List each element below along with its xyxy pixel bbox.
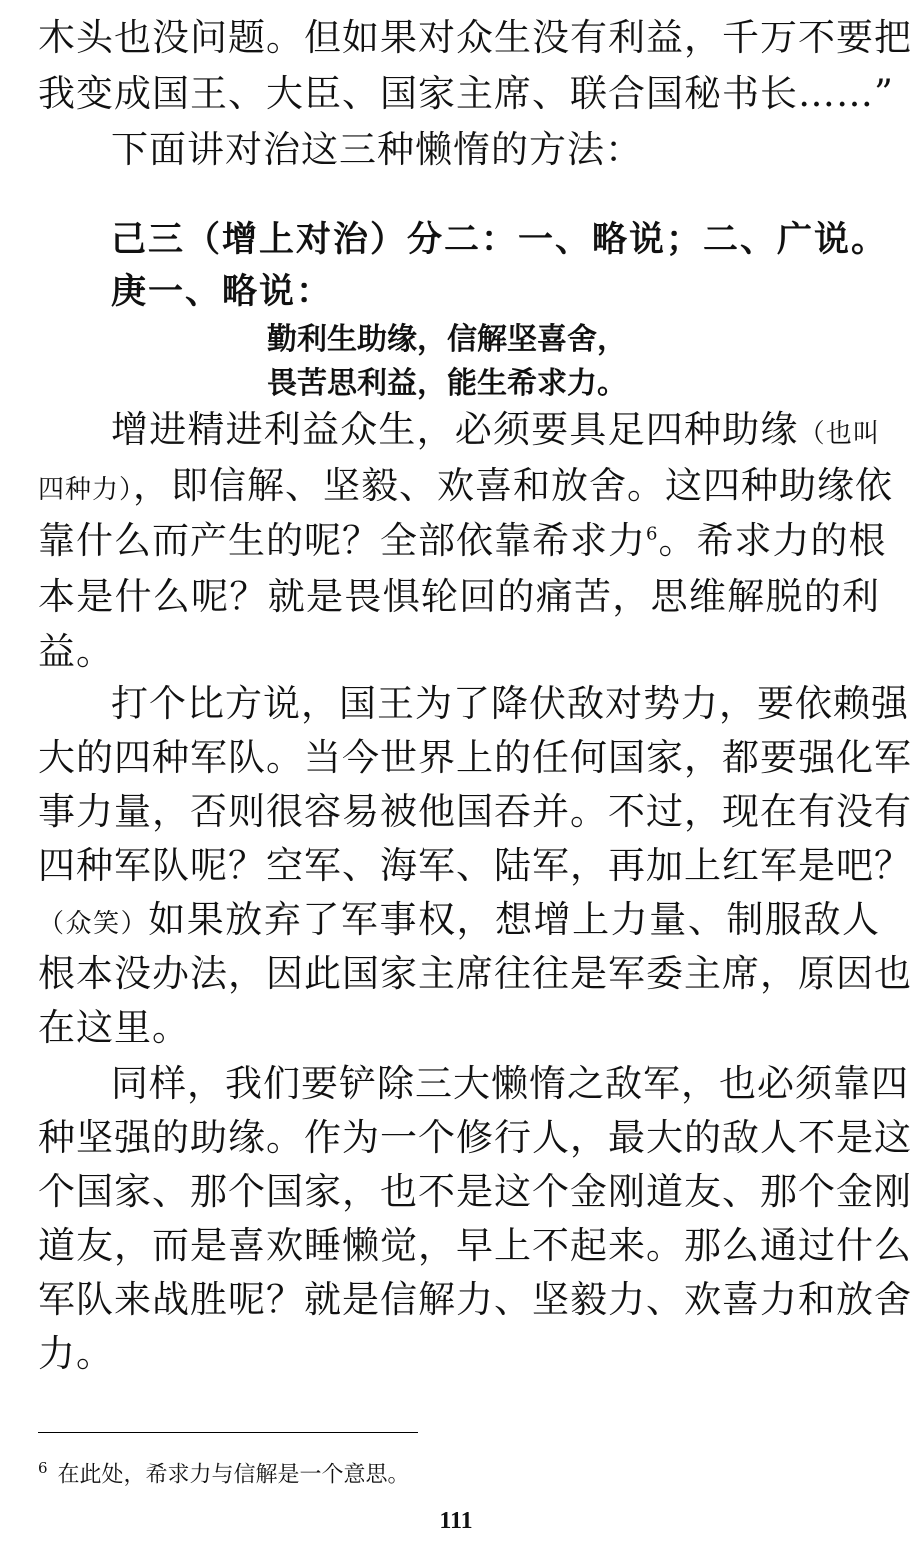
page-number: 111 <box>439 1508 473 1534</box>
footnote-number: 6 <box>38 1459 48 1477</box>
para1-line-5: 益。 <box>38 630 114 673</box>
intro-line-1: 木头也没问题。但如果对众生没有利益，千万不要把 <box>38 16 912 59</box>
para1-line-2 <box>38 458 894 514</box>
para3-line-2: 种坚强的助缘。作为一个修行人，最大的敌人不是这 <box>38 1116 912 1159</box>
subsection-heading: 庚一、略说： <box>111 271 334 312</box>
para1-line-3 <box>38 513 887 569</box>
para1-aside: （也叫 <box>798 419 880 449</box>
intro-line-2: 我变成国王、大臣、国家主席、联合国秘书长……” <box>38 72 894 115</box>
para2-line-4: 四种军队呢？空军、海军、陆军，再加上红军是吧？ <box>38 844 912 887</box>
footnote-divider <box>38 1432 418 1433</box>
para2-aside: （众笑） <box>38 909 149 939</box>
para3-line-5: 军队来战胜呢？就是信解力、坚毅力、欢喜力和放舍 <box>38 1278 912 1321</box>
footnote-text: 在此处，希求力与信解是一个意思。 <box>57 1462 410 1488</box>
para2-line-2: 大的四种军队。当今世界上的任何国家，都要强化军 <box>38 736 912 779</box>
para1-text: ，即信解、坚毅、欢喜和放舍。这四种助缘依 <box>133 464 894 507</box>
para3-line-4: 道友，而是喜欢睡懒觉，早上不起来。那么通过什么 <box>38 1224 912 1267</box>
intro-line-3: 下面讲对治这三种懒惰的方法： <box>111 128 643 171</box>
verse-line-2: 畏苦思利益，能生希求力。 <box>267 366 627 401</box>
para1-line-4: 本是什么呢？就是畏惧轮回的痛苦，思维解脱的利 <box>38 575 880 618</box>
para1-aside-cont: 四种力） <box>38 475 134 505</box>
para1-text: 靠什么而产生的呢？全部依靠希求力 <box>38 519 646 562</box>
para1-line-1 <box>111 402 880 458</box>
verse-line-1: 勤利生助缘，信解坚喜舍， <box>267 322 627 357</box>
para2-line-7: 在这里。 <box>38 1006 190 1049</box>
para2-line-1: 打个比方说，国王为了降伏敌对势力，要依赖强 <box>111 682 909 725</box>
para1-text: 。希求力的根 <box>658 519 887 562</box>
para3-line-3: 个国家、那个国家，也不是这个金刚道友、那个金刚 <box>38 1170 912 1213</box>
footnote <box>38 1453 410 1490</box>
para2-line-5 <box>38 892 880 948</box>
para2-text: 如果放弃了军事权，想增上力量、制服敌人 <box>148 898 880 941</box>
para2-line-3: 事力量，否则很容易被他国吞并。不过，现在有没有 <box>38 790 912 833</box>
para2-line-6: 根本没办法，因此国家主席往往是军委主席，原因也 <box>38 952 912 995</box>
para3-line-6: 力。 <box>38 1332 114 1375</box>
footnote-marker[interactable]: 6 <box>646 523 659 545</box>
section-heading: 己三（增上对治）分二：一、略说；二、广说。 <box>111 219 889 260</box>
para3-line-1: 同样，我们要铲除三大懒惰之敌军，也必须靠四 <box>111 1062 909 1105</box>
para1-text: 增进精进利益众生，必须要具足四种助缘 <box>111 408 799 451</box>
